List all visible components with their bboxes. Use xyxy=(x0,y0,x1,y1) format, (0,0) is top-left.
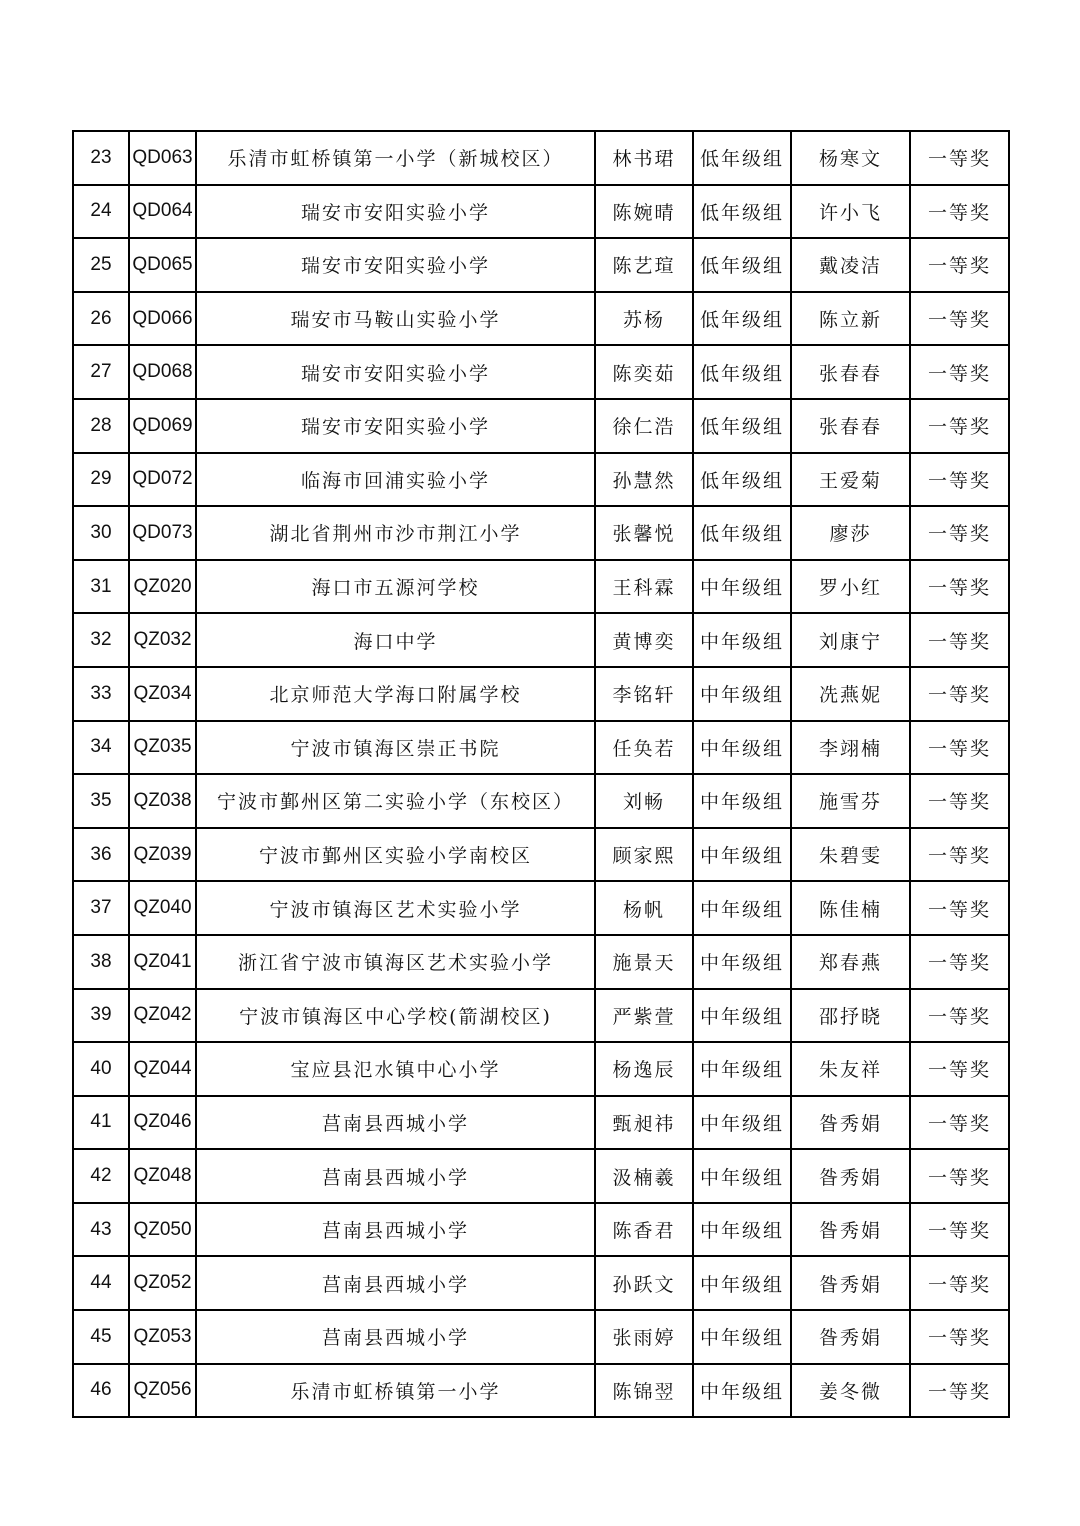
age-group-cell: 中年级组 xyxy=(693,1256,791,1310)
school-name-cell: 瑞安市安阳实验小学 xyxy=(196,185,595,239)
age-group-cell: 低年级组 xyxy=(693,131,791,185)
entry-code-cell: QD072 xyxy=(129,453,196,507)
entry-code-cell: QZ053 xyxy=(129,1310,196,1364)
row-number-cell: 43 xyxy=(73,1203,129,1257)
age-group-cell: 低年级组 xyxy=(693,238,791,292)
student-name-cell: 张馨悦 xyxy=(595,506,693,560)
award-level-cell: 一等奖 xyxy=(910,292,1009,346)
student-name-cell: 孙慧然 xyxy=(595,453,693,507)
student-name-cell: 陈婉晴 xyxy=(595,185,693,239)
teacher-name-cell: 冼燕妮 xyxy=(791,667,910,721)
student-name-cell: 严紫萱 xyxy=(595,989,693,1043)
age-group-cell: 中年级组 xyxy=(693,1310,791,1364)
table-row xyxy=(73,238,1009,292)
entry-code-cell: QZ048 xyxy=(129,1149,196,1203)
award-level-cell: 一等奖 xyxy=(910,506,1009,560)
award-list-table xyxy=(72,130,1010,1418)
entry-code-cell: QZ056 xyxy=(129,1364,196,1418)
award-level-cell: 一等奖 xyxy=(910,1310,1009,1364)
age-group-cell: 低年级组 xyxy=(693,345,791,399)
school-name-cell: 莒南县西城小学 xyxy=(196,1256,595,1310)
age-group-cell: 中年级组 xyxy=(693,1364,791,1418)
teacher-name-cell: 廖莎 xyxy=(791,506,910,560)
school-name-cell: 乐清市虹桥镇第一小学 xyxy=(196,1364,595,1418)
entry-code-cell: QZ041 xyxy=(129,935,196,989)
age-group-cell: 中年级组 xyxy=(693,1149,791,1203)
award-level-cell: 一等奖 xyxy=(910,1042,1009,1096)
entry-code-cell: QD068 xyxy=(129,345,196,399)
award-level-cell: 一等奖 xyxy=(910,881,1009,935)
award-level-cell: 一等奖 xyxy=(910,238,1009,292)
student-name-cell: 陈奕茹 xyxy=(595,345,693,399)
table-body xyxy=(73,131,1009,1417)
award-level-cell: 一等奖 xyxy=(910,1364,1009,1418)
entry-code-cell: QZ020 xyxy=(129,560,196,614)
student-name-cell: 孙跃文 xyxy=(595,1256,693,1310)
age-group-cell: 低年级组 xyxy=(693,506,791,560)
table-row xyxy=(73,399,1009,453)
school-name-cell: 莒南县西城小学 xyxy=(196,1310,595,1364)
student-name-cell: 陈锦翌 xyxy=(595,1364,693,1418)
row-number-cell: 23 xyxy=(73,131,129,185)
row-number-cell: 25 xyxy=(73,238,129,292)
age-group-cell: 中年级组 xyxy=(693,828,791,882)
award-level-cell: 一等奖 xyxy=(910,935,1009,989)
age-group-cell: 中年级组 xyxy=(693,881,791,935)
row-number-cell: 33 xyxy=(73,667,129,721)
award-level-cell: 一等奖 xyxy=(910,399,1009,453)
student-name-cell: 徐仁浩 xyxy=(595,399,693,453)
table-row xyxy=(73,506,1009,560)
teacher-name-cell: 王爱菊 xyxy=(791,453,910,507)
teacher-name-cell: 昝秀娟 xyxy=(791,1149,910,1203)
row-number-cell: 24 xyxy=(73,185,129,239)
table-row xyxy=(73,1096,1009,1150)
school-name-cell: 瑞安市安阳实验小学 xyxy=(196,238,595,292)
entry-code-cell: QZ032 xyxy=(129,613,196,667)
row-number-cell: 26 xyxy=(73,292,129,346)
teacher-name-cell: 郑春燕 xyxy=(791,935,910,989)
teacher-name-cell: 昝秀娟 xyxy=(791,1256,910,1310)
row-number-cell: 28 xyxy=(73,399,129,453)
teacher-name-cell: 陈佳楠 xyxy=(791,881,910,935)
entry-code-cell: QZ035 xyxy=(129,721,196,775)
teacher-name-cell: 施雪芬 xyxy=(791,774,910,828)
table-row xyxy=(73,881,1009,935)
school-name-cell: 瑞安市马鞍山实验小学 xyxy=(196,292,595,346)
entry-code-cell: QZ050 xyxy=(129,1203,196,1257)
school-name-cell: 宁波市鄞州区实验小学南校区 xyxy=(196,828,595,882)
entry-code-cell: QZ038 xyxy=(129,774,196,828)
student-name-cell: 苏杨 xyxy=(595,292,693,346)
school-name-cell: 莒南县西城小学 xyxy=(196,1203,595,1257)
row-number-cell: 34 xyxy=(73,721,129,775)
row-number-cell: 31 xyxy=(73,560,129,614)
entry-code-cell: QD065 xyxy=(129,238,196,292)
teacher-name-cell: 李翊楠 xyxy=(791,721,910,775)
student-name-cell: 杨逸辰 xyxy=(595,1042,693,1096)
award-level-cell: 一等奖 xyxy=(910,774,1009,828)
school-name-cell: 浙江省宁波市镇海区艺术实验小学 xyxy=(196,935,595,989)
entry-code-cell: QZ052 xyxy=(129,1256,196,1310)
award-level-cell: 一等奖 xyxy=(910,613,1009,667)
school-name-cell: 宁波市鄞州区第二实验小学（东校区） xyxy=(196,774,595,828)
teacher-name-cell: 昝秀娟 xyxy=(791,1096,910,1150)
row-number-cell: 40 xyxy=(73,1042,129,1096)
school-name-cell: 北京师范大学海口附属学校 xyxy=(196,667,595,721)
teacher-name-cell: 朱碧雯 xyxy=(791,828,910,882)
teacher-name-cell: 张春春 xyxy=(791,345,910,399)
table-row xyxy=(73,1310,1009,1364)
table-row xyxy=(73,1256,1009,1310)
age-group-cell: 低年级组 xyxy=(693,453,791,507)
table-row xyxy=(73,292,1009,346)
school-name-cell: 宝应县氾水镇中心小学 xyxy=(196,1042,595,1096)
table-row xyxy=(73,185,1009,239)
row-number-cell: 44 xyxy=(73,1256,129,1310)
teacher-name-cell: 邵抒晓 xyxy=(791,989,910,1043)
teacher-name-cell: 昝秀娟 xyxy=(791,1203,910,1257)
table-row xyxy=(73,560,1009,614)
entry-code-cell: QD063 xyxy=(129,131,196,185)
entry-code-cell: QZ034 xyxy=(129,667,196,721)
award-level-cell: 一等奖 xyxy=(910,131,1009,185)
table-row xyxy=(73,1203,1009,1257)
age-group-cell: 中年级组 xyxy=(693,721,791,775)
age-group-cell: 中年级组 xyxy=(693,774,791,828)
row-number-cell: 29 xyxy=(73,453,129,507)
school-name-cell: 宁波市镇海区中心学校(箭湖校区) xyxy=(196,989,595,1043)
entry-code-cell: QZ042 xyxy=(129,989,196,1043)
student-name-cell: 施景天 xyxy=(595,935,693,989)
entry-code-cell: QD069 xyxy=(129,399,196,453)
student-name-cell: 黄博奕 xyxy=(595,613,693,667)
row-number-cell: 38 xyxy=(73,935,129,989)
award-level-cell: 一等奖 xyxy=(910,560,1009,614)
teacher-name-cell: 张春春 xyxy=(791,399,910,453)
age-group-cell: 中年级组 xyxy=(693,667,791,721)
table-row xyxy=(73,613,1009,667)
entry-code-cell: QD073 xyxy=(129,506,196,560)
age-group-cell: 低年级组 xyxy=(693,292,791,346)
teacher-name-cell: 罗小红 xyxy=(791,560,910,614)
award-level-cell: 一等奖 xyxy=(910,721,1009,775)
row-number-cell: 32 xyxy=(73,613,129,667)
age-group-cell: 中年级组 xyxy=(693,613,791,667)
student-name-cell: 李铭轩 xyxy=(595,667,693,721)
award-level-cell: 一等奖 xyxy=(910,1096,1009,1150)
school-name-cell: 莒南县西城小学 xyxy=(196,1096,595,1150)
age-group-cell: 中年级组 xyxy=(693,1042,791,1096)
entry-code-cell: QZ040 xyxy=(129,881,196,935)
table-row xyxy=(73,774,1009,828)
row-number-cell: 39 xyxy=(73,989,129,1043)
row-number-cell: 30 xyxy=(73,506,129,560)
award-level-cell: 一等奖 xyxy=(910,453,1009,507)
row-number-cell: 35 xyxy=(73,774,129,828)
school-name-cell: 宁波市镇海区崇正书院 xyxy=(196,721,595,775)
student-name-cell: 甄昶祎 xyxy=(595,1096,693,1150)
teacher-name-cell: 昝秀娟 xyxy=(791,1310,910,1364)
age-group-cell: 中年级组 xyxy=(693,560,791,614)
teacher-name-cell: 杨寒文 xyxy=(791,131,910,185)
age-group-cell: 中年级组 xyxy=(693,1203,791,1257)
table-row xyxy=(73,1364,1009,1418)
age-group-cell: 中年级组 xyxy=(693,1096,791,1150)
table-row xyxy=(73,935,1009,989)
student-name-cell: 王科霖 xyxy=(595,560,693,614)
school-name-cell: 莒南县西城小学 xyxy=(196,1149,595,1203)
table-row xyxy=(73,989,1009,1043)
age-group-cell: 中年级组 xyxy=(693,935,791,989)
entry-code-cell: QZ046 xyxy=(129,1096,196,1150)
school-name-cell: 海口中学 xyxy=(196,613,595,667)
teacher-name-cell: 戴凌洁 xyxy=(791,238,910,292)
table-row xyxy=(73,1149,1009,1203)
row-number-cell: 46 xyxy=(73,1364,129,1418)
award-level-cell: 一等奖 xyxy=(910,989,1009,1043)
school-name-cell: 临海市回浦实验小学 xyxy=(196,453,595,507)
award-level-cell: 一等奖 xyxy=(910,1203,1009,1257)
table-row xyxy=(73,667,1009,721)
row-number-cell: 37 xyxy=(73,881,129,935)
teacher-name-cell: 陈立新 xyxy=(791,292,910,346)
award-level-cell: 一等奖 xyxy=(910,185,1009,239)
student-name-cell: 刘畅 xyxy=(595,774,693,828)
row-number-cell: 42 xyxy=(73,1149,129,1203)
teacher-name-cell: 朱友祥 xyxy=(791,1042,910,1096)
teacher-name-cell: 姜冬微 xyxy=(791,1364,910,1418)
entry-code-cell: QD064 xyxy=(129,185,196,239)
student-name-cell: 顾家熙 xyxy=(595,828,693,882)
school-name-cell: 海口市五源河学校 xyxy=(196,560,595,614)
school-name-cell: 瑞安市安阳实验小学 xyxy=(196,345,595,399)
student-name-cell: 任奂若 xyxy=(595,721,693,775)
entry-code-cell: QD066 xyxy=(129,292,196,346)
school-name-cell: 湖北省荆州市沙市荆江小学 xyxy=(196,506,595,560)
student-name-cell: 陈香君 xyxy=(595,1203,693,1257)
entry-code-cell: QZ044 xyxy=(129,1042,196,1096)
student-name-cell: 汲楠羲 xyxy=(595,1149,693,1203)
teacher-name-cell: 刘康宁 xyxy=(791,613,910,667)
age-group-cell: 低年级组 xyxy=(693,185,791,239)
student-name-cell: 陈艺瑄 xyxy=(595,238,693,292)
student-name-cell: 张雨婷 xyxy=(595,1310,693,1364)
teacher-name-cell: 许小飞 xyxy=(791,185,910,239)
table-row xyxy=(73,131,1009,185)
table-row xyxy=(73,345,1009,399)
award-level-cell: 一等奖 xyxy=(910,1149,1009,1203)
age-group-cell: 中年级组 xyxy=(693,989,791,1043)
school-name-cell: 乐清市虹桥镇第一小学（新城校区） xyxy=(196,131,595,185)
row-number-cell: 41 xyxy=(73,1096,129,1150)
row-number-cell: 36 xyxy=(73,828,129,882)
student-name-cell: 林书珺 xyxy=(595,131,693,185)
award-level-cell: 一等奖 xyxy=(910,667,1009,721)
row-number-cell: 27 xyxy=(73,345,129,399)
table-row xyxy=(73,1042,1009,1096)
table-row xyxy=(73,453,1009,507)
row-number-cell: 45 xyxy=(73,1310,129,1364)
age-group-cell: 低年级组 xyxy=(693,399,791,453)
student-name-cell: 杨帆 xyxy=(595,881,693,935)
school-name-cell: 瑞安市安阳实验小学 xyxy=(196,399,595,453)
table-row xyxy=(73,828,1009,882)
table-row xyxy=(73,721,1009,775)
school-name-cell: 宁波市镇海区艺术实验小学 xyxy=(196,881,595,935)
award-level-cell: 一等奖 xyxy=(910,1256,1009,1310)
award-level-cell: 一等奖 xyxy=(910,345,1009,399)
award-level-cell: 一等奖 xyxy=(910,828,1009,882)
entry-code-cell: QZ039 xyxy=(129,828,196,882)
